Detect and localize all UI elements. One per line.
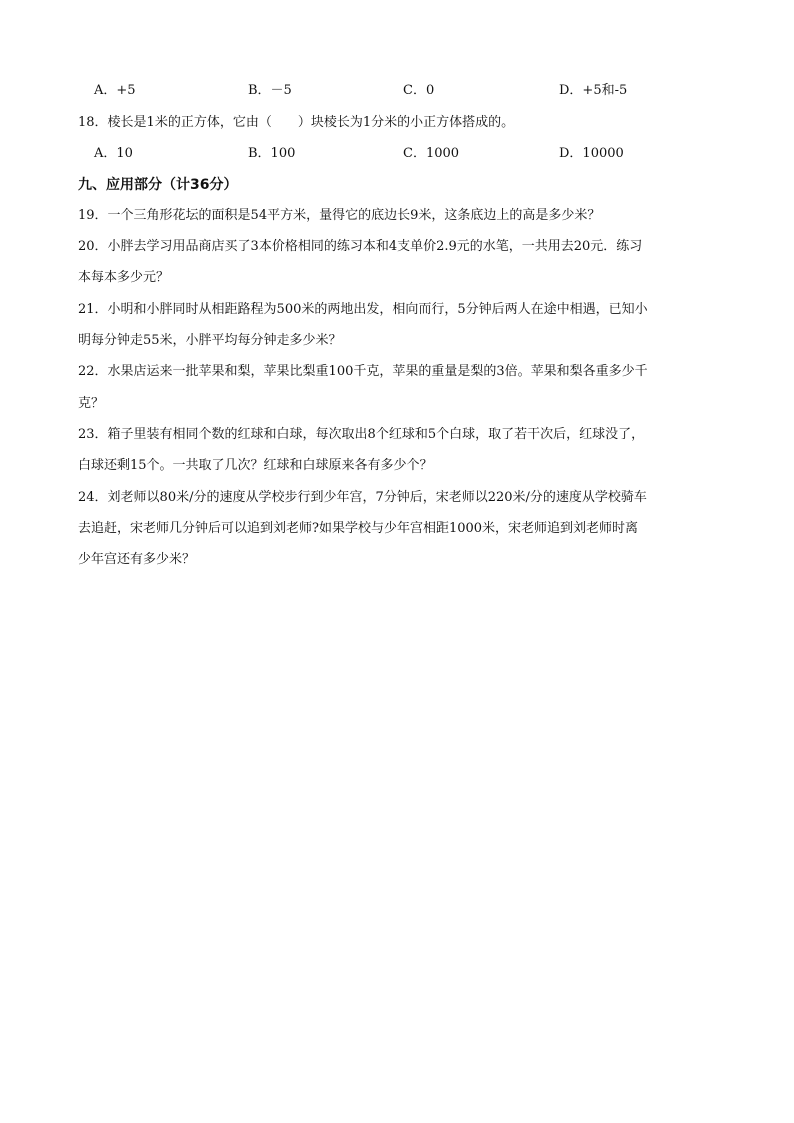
q18-option-a: A．10 <box>94 146 133 161</box>
q18-option-d: D．10000 <box>559 146 624 161</box>
q21-line-2: 明每分钟走55米，小胖平均每分钟走多少米？ <box>78 333 342 348</box>
q19-line-1: 19．一个三角形花坛的面积是54平方米，量得它的底边长9米，这条底边上的高是多少米？ <box>78 208 601 223</box>
q21-line-1: 21．小明和小胖同时从相距路程为500米的两地出发，相向而行，5分钟后两人在途中相遇，已知小 <box>78 302 648 317</box>
q17-option-a: A．+5 <box>94 83 136 98</box>
q18-option-c: C．1000 <box>403 146 460 161</box>
q17-option-d: D．+5和-5 <box>559 83 628 98</box>
q23-line-1: 23．箱子里装有相同个数的红球和白球，每次取出8个红球和5个白球，取了若干次后，红球没了， <box>78 427 645 442</box>
q17-option-c: C．0 <box>403 83 435 98</box>
q20-line-1: 20．小胖去学习用品商店买了3本价格相同的练习本和4支单价2.9元的水笔，一共用去20元．练习 <box>78 239 643 254</box>
q20-line-2: 本每本多少元？ <box>78 270 170 285</box>
q22-line-2: 克？ <box>78 396 105 411</box>
q24-line-1: 24．刘老师以80米/分的速度从学校步行到少年宫，7分钟后，宋老师以220米/分的速度从学校骑车 <box>78 490 647 505</box>
q24-line-2: 去追赶，宋老师几分钟后可以追到刘老师?如果学校与少年宫相距1000米，宋老师追到刘老师时离 <box>78 521 639 536</box>
q23-line-2: 白球还剩15个。一共取了几次？红球和白球原来各有多少个？ <box>78 458 433 473</box>
q24-line-3: 少年宫还有多少米？ <box>78 552 196 567</box>
section-title: 九、应用部分（计36分） <box>78 177 238 193</box>
q17-option-b: B．－5 <box>248 83 292 98</box>
q18-option-b: B．100 <box>248 146 296 161</box>
q22-line-1: 22．水果店运来一批苹果和梨，苹果比梨重100千克，苹果的重量是梨的3倍。苹果和梨各重多少千 <box>78 364 648 379</box>
q18-stem: 18．棱长是1米的正方体，它由（ ）块棱长为1分米的小正方体搭成的。 <box>78 115 515 130</box>
